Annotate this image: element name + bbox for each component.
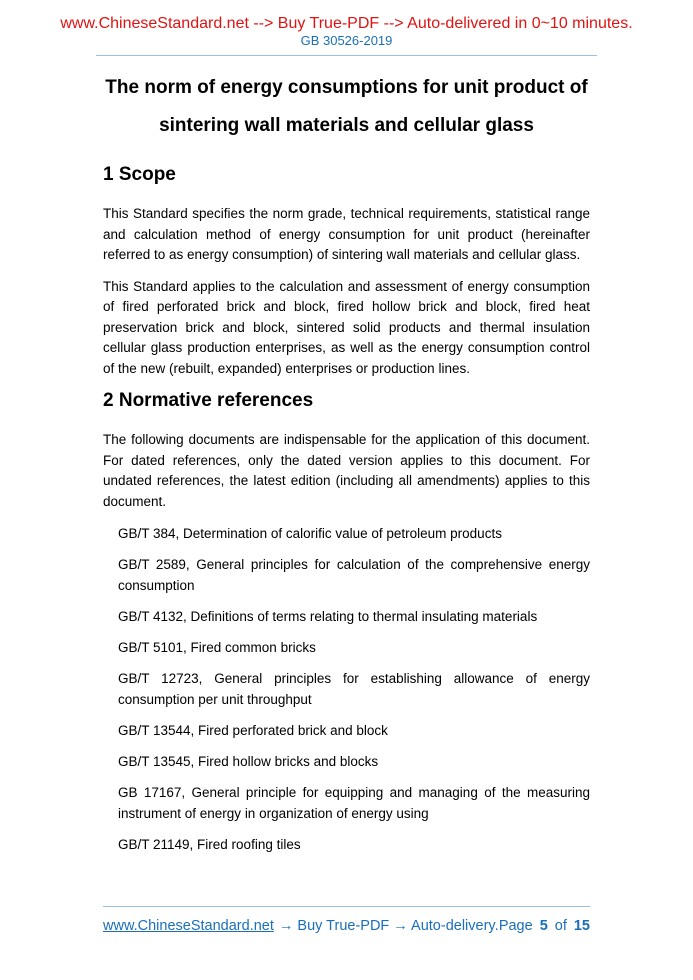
section-heading-normative-references: 2 Normative references [103,390,314,411]
page-footer [103,916,590,936]
reference-item: GB 17167, General principle for equipping and managing of the measuring instrument of energy in organization of energy using [118,785,590,821]
footer-left [103,916,499,936]
document-title [103,69,590,145]
standard-code: GB 30526-2019 [300,33,393,48]
document-title-line1: The norm of energy consumptions for unit product of [105,77,588,98]
header-divider [96,55,597,56]
page-current: 5 [539,918,548,934]
document-title-line2: sintering wall materials and cellular glass [159,115,534,136]
reference-item: GB/T 13545, Fired hollow bricks and blocks [118,754,379,769]
reference-item: GB/T 5101, Fired common bricks [118,640,316,655]
scope-paragraph-1: This Standard specifies the norm grade, technical requirements, statistical range and calculation method of energy consumption for unit product (hereinafter referred to as energy consumption) of sintering wall materials and cellular glass. [103,206,590,262]
reference-item: GB/T 21149, Fired roofing tiles [118,837,301,852]
page-label: Page [498,918,533,934]
normative-intro-paragraph: The following documents are indispensable for the application of this document. For dated references, only the dated version applies to this document. For undated references, the latest edition (including all amendments) applies to this document. [103,432,590,509]
reference-item: GB/T 4132, Definitions of terms relating to thermal insulating materials [118,609,538,624]
top-banner-text: www.ChineseStandard.net --> Buy True-PDF --> Auto-delivered in 0~10 minutes. [60,15,633,32]
document-body [0,69,693,855]
page-total: 15 [573,918,590,934]
footer-tagline: → Buy True-PDF → Auto-delivery. [278,918,499,934]
reference-item: GB/T 384, Determination of calorific value of petroleum products [118,526,502,541]
footer-divider [103,906,590,907]
footer-website-link[interactable]: www.ChineseStandard.net [103,918,274,934]
reference-item: GB/T 13544, Fired perforated brick and block [118,723,388,738]
reference-item: GB/T 12723, General principles for establishing allowance of energy consumption per unit throughput [118,671,590,707]
page-number-indicator [499,916,590,936]
scope-paragraph-2: This Standard applies to the calculation and assessment of energy consumption of fired perforated brick and block, fired hollow brick and block, fired heat preservation brick and block, sintered solid products and thermal insulation cellular glass production enterprises, as well as the energy consumption control of the new (rebuilt, expanded) enterprises or production lines. [103,278,590,376]
reference-item: GB/T 2589, General principles for calculation of the comprehensive energy consumption [118,557,590,593]
page-of-label: of [554,918,567,934]
section-heading-scope: 1 Scope [103,164,176,185]
